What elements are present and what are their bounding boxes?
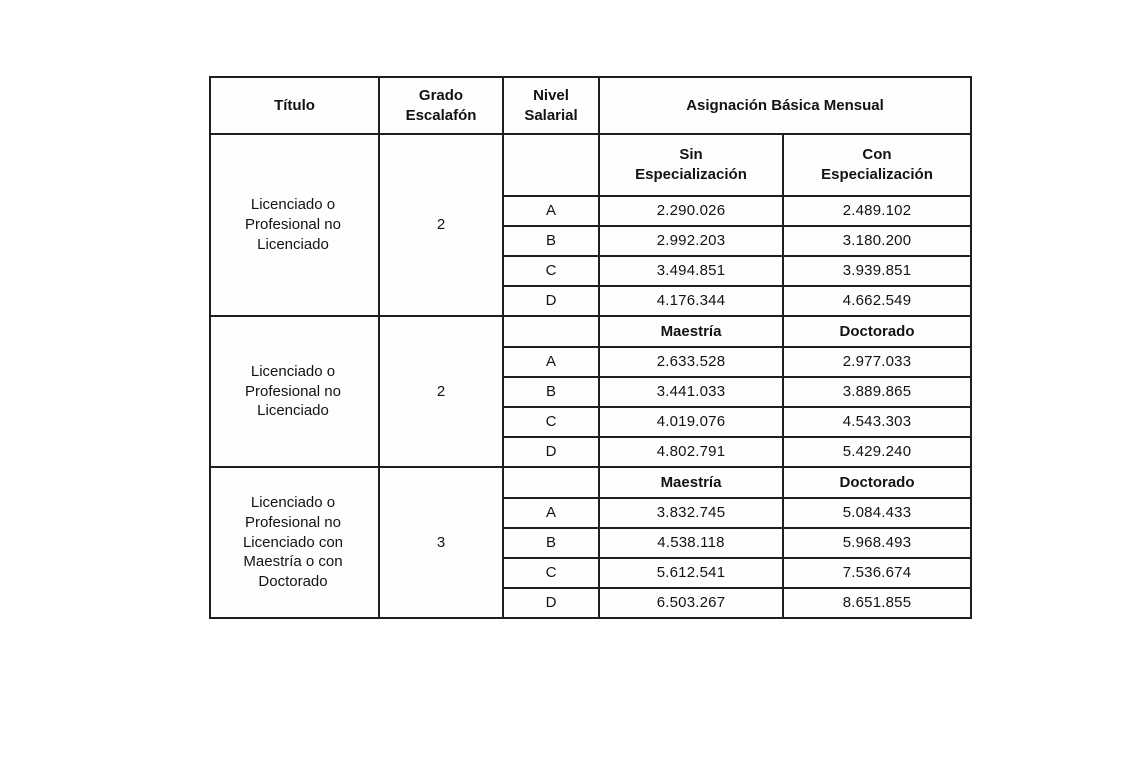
salary-value: 4.802.791	[599, 437, 783, 467]
nivel-label: A	[503, 498, 599, 528]
salary-value: 3.494.851	[599, 256, 783, 286]
salary-value: 4.662.549	[783, 286, 971, 316]
block1-subheader-right	[783, 134, 971, 196]
header-nivel-line1: Nivel	[533, 86, 569, 104]
table-header-row	[210, 77, 971, 134]
block2-titulo: Licenciado o Profesional no Licenciado	[210, 316, 379, 467]
block1-subheader-left-line2: Especialización	[635, 166, 747, 183]
salary-value: 7.536.674	[783, 558, 971, 588]
salary-table	[209, 76, 972, 619]
salary-value: 3.939.851	[783, 256, 971, 286]
header-grado-line2: Escalafón	[405, 106, 477, 124]
block1-titulo: Licenciado o Profesional no Licenciado	[210, 134, 379, 316]
block3-grado: 3	[379, 467, 503, 618]
salary-value: 4.538.118	[599, 528, 783, 558]
salary-value: 5.429.240	[783, 437, 971, 467]
block1-subheader-row	[210, 134, 971, 196]
nivel-label: C	[503, 256, 599, 286]
salary-value: 8.651.855	[783, 588, 971, 618]
salary-value: 2.992.203	[599, 226, 783, 256]
block2-subheader-left: Maestría	[599, 316, 783, 347]
salary-value: 5.968.493	[783, 528, 971, 558]
salary-value: 5.612.541	[599, 558, 783, 588]
salary-value: 6.503.267	[599, 588, 783, 618]
block2-subheader-row	[210, 316, 971, 347]
block1-grado: 2	[379, 134, 503, 316]
block3-subheader-empty	[503, 467, 599, 498]
salary-value: 4.543.303	[783, 407, 971, 437]
block3-subheader-right: Doctorado	[783, 467, 971, 498]
header-nivel-salarial	[503, 77, 599, 134]
block3-subheader-left: Maestría	[599, 467, 783, 498]
header-asignacion: Asignación Básica Mensual	[599, 77, 971, 134]
nivel-label: D	[503, 437, 599, 467]
block1-subheader-right-line1: Con	[862, 146, 892, 164]
nivel-label: D	[503, 588, 599, 618]
header-grado-escalafon	[379, 77, 503, 134]
nivel-label: D	[503, 286, 599, 316]
salary-value: 3.441.033	[599, 377, 783, 407]
block2-subheader-empty	[503, 316, 599, 347]
salary-value: 2.290.026	[599, 196, 783, 226]
header-titulo: Título	[210, 77, 379, 134]
salary-value: 3.832.745	[599, 498, 783, 528]
nivel-label: B	[503, 528, 599, 558]
block2-subheader-right: Doctorado	[783, 316, 971, 347]
nivel-label: C	[503, 407, 599, 437]
block1-subheader-left	[599, 134, 783, 196]
block1-subheader-empty	[503, 134, 599, 196]
salary-value: 4.176.344	[599, 286, 783, 316]
salary-value: 5.084.433	[783, 498, 971, 528]
nivel-label: A	[503, 196, 599, 226]
block2-grado: 2	[379, 316, 503, 467]
block1-subheader-right-line2: Especialización	[821, 166, 933, 183]
header-nivel-line2: Salarial	[524, 106, 578, 124]
block1-subheader-left-line1: Sin	[679, 146, 703, 164]
nivel-label: A	[503, 347, 599, 377]
nivel-label: B	[503, 226, 599, 256]
salary-value: 3.889.865	[783, 377, 971, 407]
header-grado-line1: Grado	[418, 86, 464, 104]
block3-titulo: Licenciado o Profesional no Licenciado con Maestría o con Doctorado	[210, 467, 379, 618]
salary-value: 2.489.102	[783, 196, 971, 226]
block3-subheader-row	[210, 467, 971, 498]
salary-value: 4.019.076	[599, 407, 783, 437]
salary-value: 2.633.528	[599, 347, 783, 377]
salary-value: 2.977.033	[783, 347, 971, 377]
nivel-label: B	[503, 377, 599, 407]
salary-value: 3.180.200	[783, 226, 971, 256]
nivel-label: C	[503, 558, 599, 588]
